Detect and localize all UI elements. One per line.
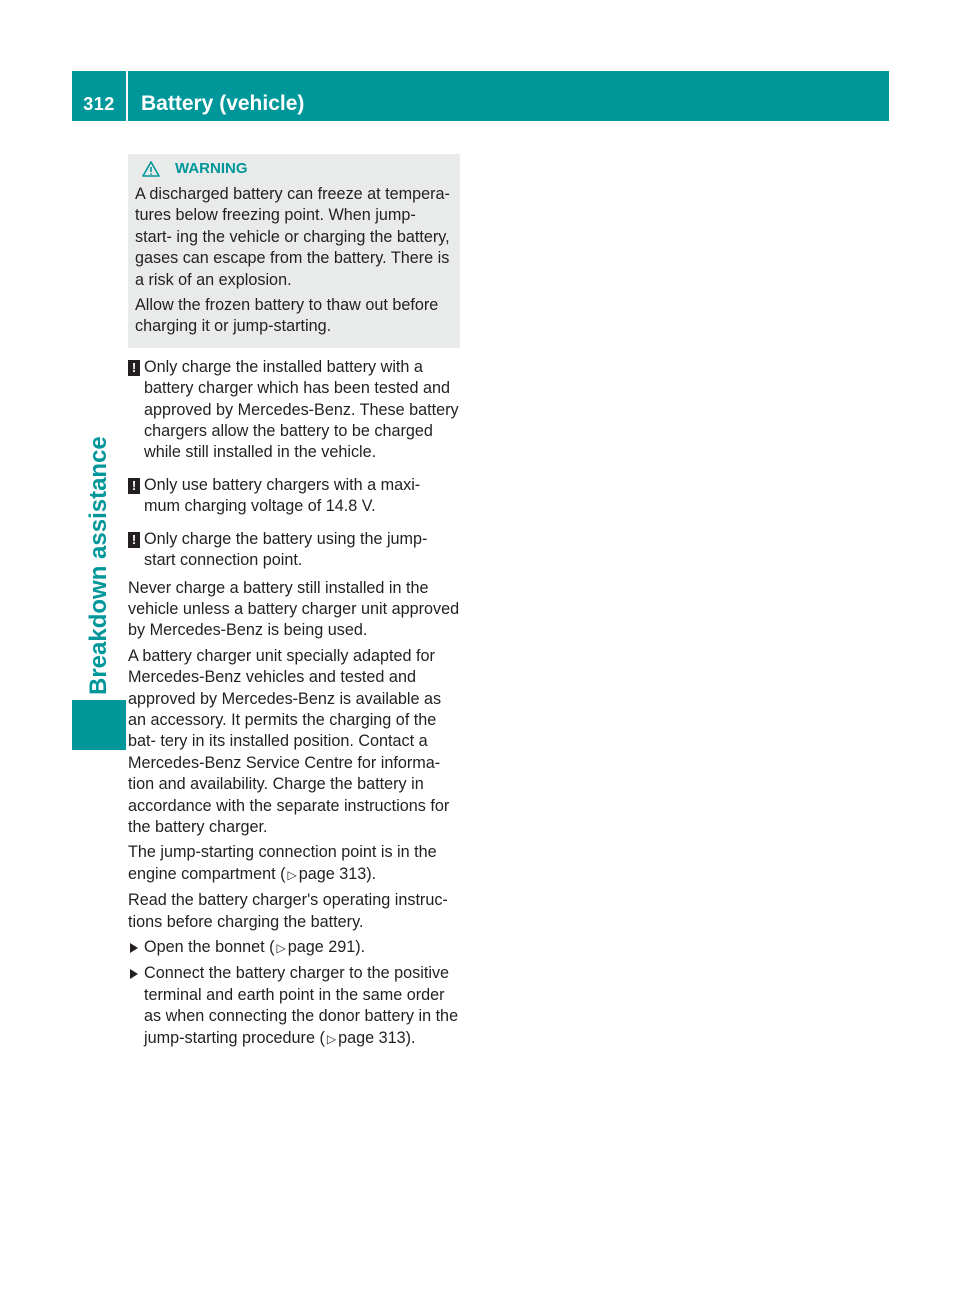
header-divider [126, 71, 128, 121]
note-item [128, 529, 460, 572]
chapter-title: Battery (vehicle) [141, 92, 305, 115]
page-reference-link[interactable]: page 313). [298, 864, 377, 883]
exclamation-icon: ! [128, 360, 140, 376]
instruction-step [128, 937, 460, 959]
page-number: 312 [83, 94, 115, 114]
page-ref-arrow-icon: ▷ [287, 867, 297, 882]
exclamation-icon: ! [128, 478, 140, 494]
instruction-step [128, 963, 460, 1050]
warning-box [128, 154, 460, 348]
step-arrow-icon [130, 969, 138, 979]
side-chapter-label: Breakdown assistance [85, 436, 112, 695]
page-ref-arrow-icon: ▷ [276, 941, 286, 955]
body-paragraph: A battery charger unit specially adapted for Mercedes-Benz vehicles and tested and approved by Mercedes-Benz is available as an accessory. It permits the charging of the bat- tery in its installed position. Contact a Mercedes-Benz Service Centre for informa- tion and availability. Charge the battery in accordance with the separate instructions for the battery charger. [128, 646, 450, 836]
body-paragraph: Never charge a battery still installed in the vehicle unless a battery charger unit approved by Mercedes-Benz is being used. [128, 578, 460, 640]
note-item [128, 475, 460, 518]
body-paragraph: Read the battery charger's operating instruc- tions before charging the battery. [128, 891, 448, 931]
side-tab-marker [72, 700, 126, 750]
note-text: Only charge the battery using the jump- start connection point. [144, 529, 428, 570]
page-ref-arrow-icon: ▷ [326, 1031, 337, 1046]
warning-instruction: Allow the frozen battery to thaw out before charging it or jump-starting. [135, 296, 439, 336]
main-content [128, 154, 460, 1054]
exclamation-icon: ! [128, 532, 140, 548]
warning-text: A discharged battery can freeze at tempera- tures below freezing point. When jump-start- ing the vehicle or charging the battery, gases can escape from the battery. There is a risk of an explosion. [135, 185, 450, 289]
page-reference-link[interactable]: page 313). [338, 1028, 416, 1047]
jump-point-text: The jump-starting connection point is in the engine compartment ( [128, 843, 437, 883]
note-item [128, 357, 460, 464]
warning-title: WARNING [175, 160, 248, 178]
note-text: Only use battery chargers with a maxi- mum charging voltage of 14.8 V. [144, 475, 421, 516]
jump-point-paragraph [128, 842, 460, 886]
note-text: Only charge the installed battery with a battery charger which has been tested and approved by Mercedes-Benz. These battery chargers allow the battery to be charged while still installed in the vehicle. [144, 357, 459, 462]
step-text: Connect the battery charger to the positive terminal and earth point in the same order as when connecting the donor battery in the jump-starting procedure ( [144, 964, 459, 1047]
step-text: Open the bonnet ( [144, 938, 275, 956]
warning-header [135, 158, 452, 180]
step-arrow-icon [130, 943, 138, 953]
page-reference-link[interactable]: page 291). [287, 938, 366, 956]
warning-triangle-icon [142, 161, 160, 177]
